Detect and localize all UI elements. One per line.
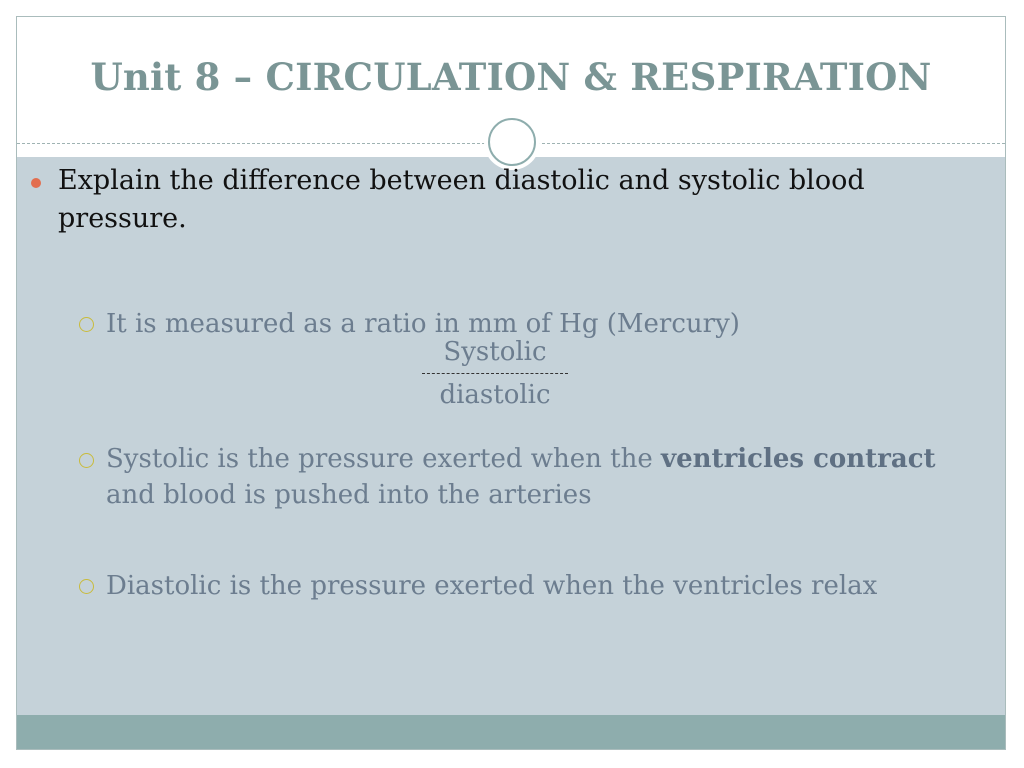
hollow-circle-icon: [79, 317, 94, 332]
filled-dot-icon: [31, 178, 41, 188]
footer-bar: [17, 715, 1005, 750]
sub-bullet-text-diastolic: Diastolic is the pressure exerted when the ventricles relax: [106, 571, 878, 601]
content-area: [17, 157, 1005, 715]
fraction-bar: [422, 373, 568, 374]
systolic-text-start: Systolic is the pressure exerted when the: [106, 444, 661, 474]
hollow-circle-icon: [79, 579, 94, 594]
fraction-numerator: Systolic: [443, 337, 547, 367]
bp-fraction: [380, 333, 610, 413]
systolic-text-end: and blood is pushed into the arteries: [106, 480, 592, 510]
slide-title: Unit 8 – CIRCULATION & RESPIRATION: [90, 55, 932, 99]
fraction-denominator: diastolic: [439, 380, 551, 410]
systolic-emphasis: ventricles contract: [661, 444, 936, 474]
main-bullet-text: Explain the difference between diastolic and systolic blood pressure.: [58, 165, 865, 234]
sub-bullet-text-ratio: It is measured as a ratio in mm of Hg (Mercury): [106, 309, 740, 339]
circle-ring-icon: [488, 118, 536, 166]
sub-bullet-text-systolic: [106, 441, 986, 513]
hollow-circle-icon: [79, 453, 94, 468]
